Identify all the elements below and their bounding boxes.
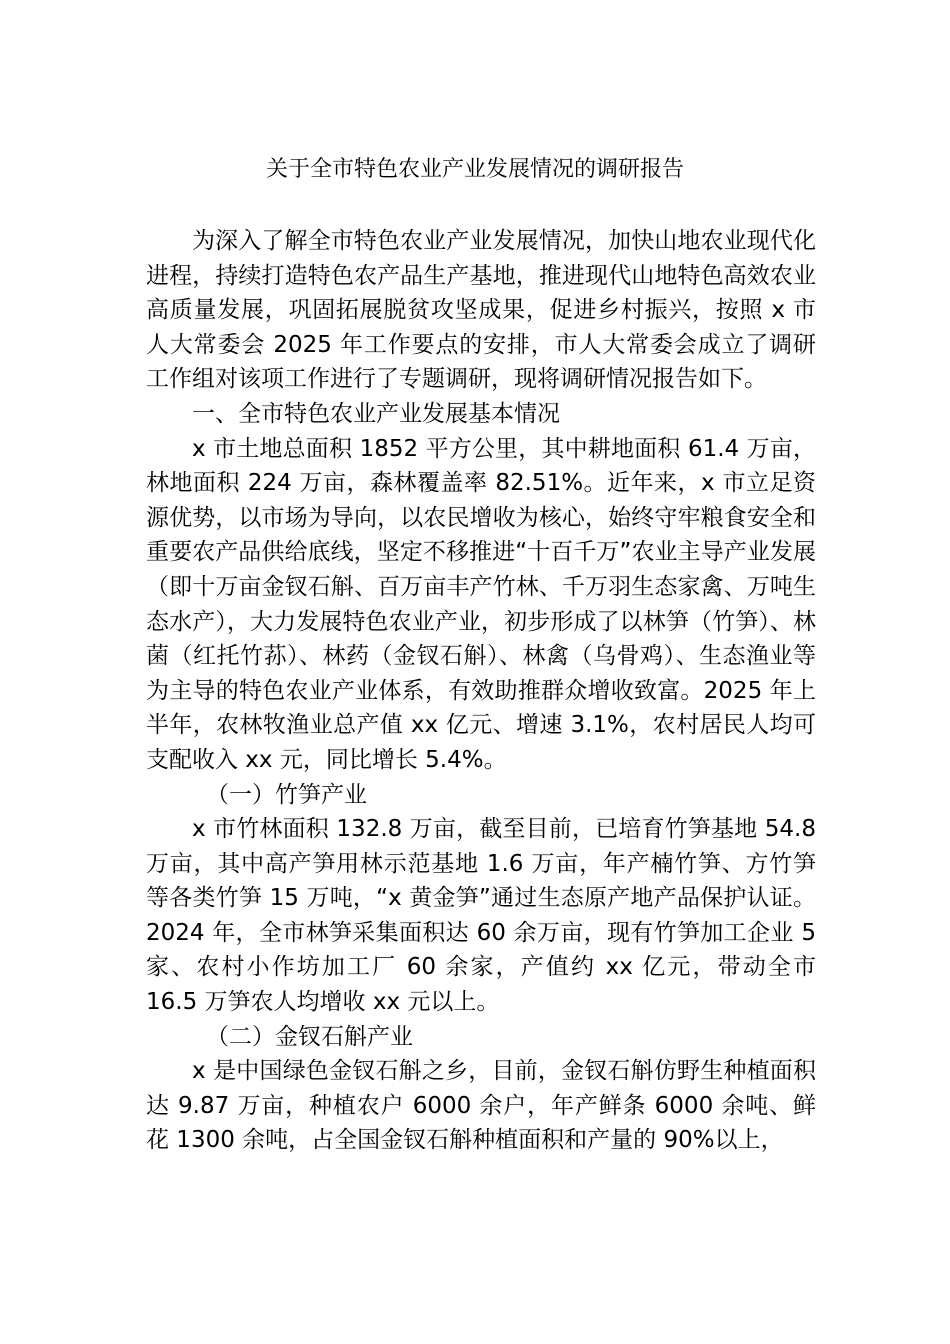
subsection-heading-bamboo: （一）竹笋产业 — [206, 781, 367, 808]
bamboo-paragraph: x 市竹林面积 132.8 万亩，截至目前，已培育竹笋基地 54.8 万亩，其中高产笋用林示范基地 1.6 万亩，年产楠竹笋、方竹笋等各类竹笋 15 万吨，“x 黄金笋”通过生态原产地产品保护认证。2024 年，全市林笋采集面积达 60 余万亩，现有竹笋加工企业 5 家、农村小作坊加工厂 60 余家，产值约 xx 亿元，带动全市 16.5 万笋农人均增收 xx 元以上。 — [146, 816, 816, 1016]
section-1-paragraph: x 市土地总面积 1852 平方公里，其中耕地面积 61.4 万亩，林地面积 224 万亩，森林覆盖率 82.51%。近年来，x 市立足资源优势，以市场为导向，以农民增收为核心，始终守牢粮食安全和重要农产品供给底线，坚定不移推进“十百千万”农业主导产业发展（即十万亩金钗石斛、百万亩丰产竹林、千万羽生态家禽、万吨生态水产），大力发展特色农业产业，初步形成了以林笋（竹笋）、林菌（红托竹荪）、林药（金钗石斛）、林禽（乌骨鸡）、生态渔业等为主导的特色农业产业体系，有效助推群众增收致富。2025 年上半年，农林牧渔业总产值 xx 亿元、增速 3.1%，农村居民人均可支配收入 xx 元，同比增长 5.4%。 — [146, 435, 816, 773]
intro-paragraph: 为深入了解全市特色农业产业发展情况，加快山地农业现代化进程，持续打造特色农产品生产基地，推进现代山地特色高效农业高质量发展，巩固拓展脱贫攻坚成果，促进乡村振兴，按照 x 市人大常委会 2025 年工作要点的安排，市人大常委会成立了调研工作组对该项工作进行了专题调研，现将调研情况报告如下。 — [146, 228, 816, 393]
dendrobium-paragraph: x 是中国绿色金钗石斛之乡，目前，金钗石斛仿野生种植面积达 9.87 万亩，种植农户 6000 余户，年产鲜条 6000 余吨、鲜花 1300 余吨，占全国金钗石斛种植面积和产量的 90%以上， — [146, 1058, 816, 1154]
subsection-heading-dendrobium: （二）金钗石斛产业 — [206, 1023, 413, 1050]
document-body — [146, 224, 816, 1158]
section-heading-1: 一、全市特色农业产业发展基本情况 — [192, 400, 560, 427]
document-title: 关于全市特色农业产业发展情况的调研报告 — [265, 157, 684, 182]
